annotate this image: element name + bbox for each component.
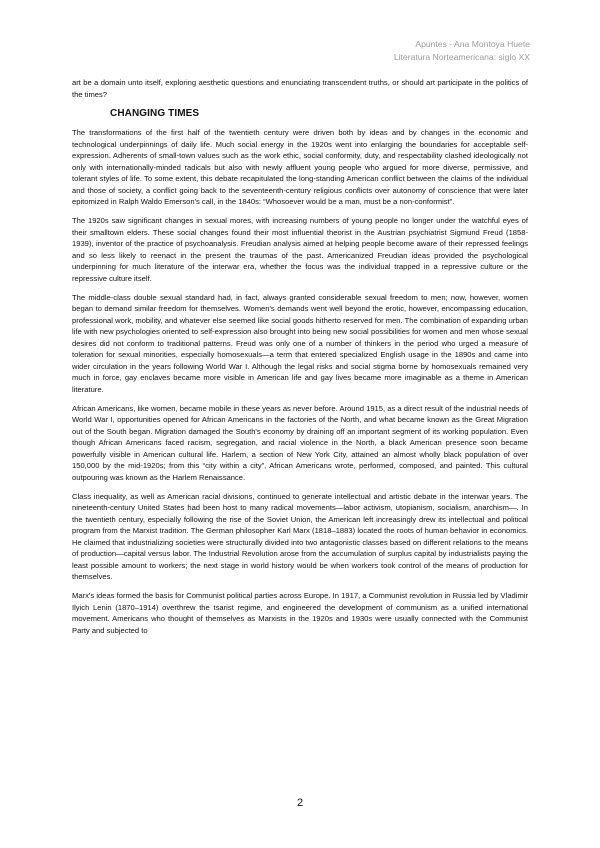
section-heading: CHANGING TIMES: [110, 108, 200, 119]
page-header: [394, 38, 530, 64]
document-body: [72, 77, 528, 644]
page-number: 2: [296, 797, 304, 809]
paragraph-6: Marx's ideas formed the basis for Communist political parties across Europe. In 1917, a Communist revolution in Russia led by Vladimir Ilyich Lenin (1870–1914) overthrew the tsarist regime, and engineered the development of communism as a unified international movement. Americans who thought of themselves as Marxists in the 1920s and 1930s were usually connected with the Communist Party and subjected to: [72, 591, 528, 635]
header-course: Literatura Norteamericana: siglo XX: [393, 52, 530, 62]
header-author: Apuntes - Ana Montoya Huete: [415, 39, 530, 49]
paragraph-2: The 1920s saw significant changes in sexual mores, with increasing numbers of young people no longer under the watchful eyes of their smalltown elders. These social changes found their most influential theorist in the Austrian psychiatrist Sigmund Freud (1858-1939), inventor of the practice of psychoanalysis. Freudian analysis aimed at helping people become aware of their repressed feelings and so less likely to reenact in the present the traumas of the past. Americanized Freudian ideas provided the psychological underpinning for much literature of the interwar era, whether the focus was the individual trapped in a repressive culture or the repressive culture itself.: [72, 216, 528, 283]
paragraph-4: African Americans, like women, became mobile in these years as never before. Around 1915, as a direct result of the industrial needs of World War I, opportunities opened for African Americans in the factories of the North, and what became known as the Great Migration out of the South began. Migration damaged the South's economy by draining off an important segment of its working population. Even though African Americans faced racism, segregation, and racial violence in the North, a black American presence soon became powerfully visible in American cultural life. Harlem, a section of New York City, attained an almost wholly black population of over 150,000 by the mid-1920s; from this “city within a city”, African Americans wrote, performed, composed, and painted. This cultural outpouring was known as the Harlem Renaissance.: [72, 403, 528, 482]
paragraph-1: The transformations of the first half of the twentieth century were driven both by ideas and by changes in the economic and technological underpinnings of daily life. Much social energy in the 1920s went into enlarging the boundaries for acceptable self-expression. Adherents of small-town values such as the work ethic, social conformity, duty, and respectability clashed ideologically not only with internationally-minded radicals but also with newly affluent young people who argued for more diverse, permissive, and tolerant styles of life. To some extent, this debate recapitulated the long-standing American conflict between the claims of the individual and those of society, a conflict going back to the seventeenth-century religious conflicts over autonomy of conscience that were later epitomized in Ralph Waldo Emerson's call, in the 1840s: “Whosoever would be a man, must be a non-conformist”.: [72, 128, 528, 206]
paragraph-5: Class inequality, as well as American racial divisions, continued to generate intellectual and artistic debate in the interwar years. The nineteenth-century United States had been host to many radical movements—labor activism, utopianism, socialism, anarchism—. In the twentieth century, especially following the rise of the Soviet Union, the American left increasingly drew its intellectual and political program from the Marxist tradition. The German philosopher Karl Marx (1818–1883) located the roots of human behavior in economics. He claimed that industrializing societies were structurally divided into two antagonistic classes based on different relations to the means of production—capital versus labor. The Industrial Revolution arose from the accumulation of surplus capital by industrialists paying the least possible amount to workers; the next stage in world history would be when workers took control of the means of production for themselves.: [72, 491, 528, 581]
paragraph-3: The middle-class double sexual standard had, in fact, always granted considerable sexual freedom to men; now, however, women began to demand similar freedom for themselves. Women's demands went well beyond the erotic, however, encompassing education, professional work, mobility, and whatever else seemed like social goods hitherto reserved for men. The combination of expanding urban life with new psychologies oriented to self-expression also brought into being new social possibilities for women and men whose sexual desires did not conform to traditional patterns. Freud was only one of a number of thinkers in the period who urged a measure of toleration for sexual minorities, especially homosexuals—a term that entered specialized English usage in the 1890s and came into wider circulation in the years following World War I. Although the legal risks and social stigma borne by homosexuals remained very much in force, gay enclaves became more visible in American life and gay lives became more imaginable as a theme in American literature.: [72, 292, 528, 394]
intro-paragraph: art be a domain unto itself, exploring aesthetic questions and enunciating transcendent truths, or should art participate in the politics of the times?: [72, 78, 528, 99]
